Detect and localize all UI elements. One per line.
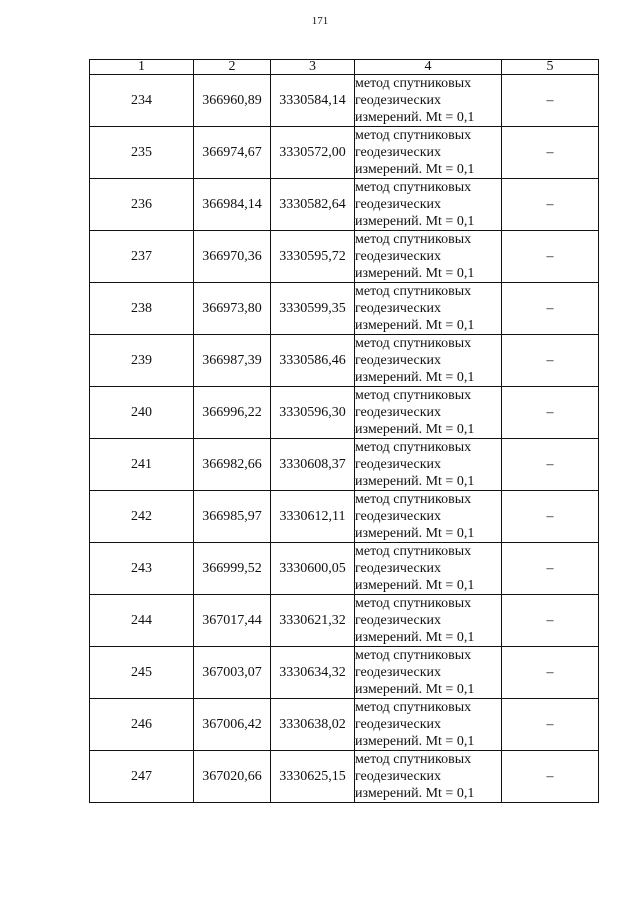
y-coordinate-cell: 3330621,32 — [271, 595, 355, 647]
y-coordinate-cell: 3330599,35 — [271, 283, 355, 335]
table-row — [90, 543, 599, 595]
point-number-cell: 247 — [90, 751, 194, 803]
method-cell — [355, 543, 502, 595]
method-line: геодезических — [355, 197, 442, 212]
column-header-4: 4 — [355, 60, 502, 75]
method-line: измерений. Mt = 0,1 — [355, 474, 475, 489]
method-line: измерений. Mt = 0,1 — [355, 266, 475, 281]
point-number-cell: 240 — [90, 387, 194, 439]
point-number-cell: 236 — [90, 179, 194, 231]
y-coordinate-cell: 3330584,14 — [271, 75, 355, 127]
y-coordinate-cell: 3330595,72 — [271, 231, 355, 283]
method-cell — [355, 387, 502, 439]
method-line: измерений. Mt = 0,1 — [355, 682, 475, 697]
column-header-3: 3 — [271, 60, 355, 75]
point-number-cell: 245 — [90, 647, 194, 699]
method-line: измерений. Mt = 0,1 — [355, 526, 475, 541]
method-line: геодезических — [355, 405, 442, 420]
coordinates-table — [89, 59, 599, 803]
method-line: метод спутниковых — [355, 232, 472, 247]
x-coordinate-cell: 366999,52 — [194, 543, 271, 595]
y-coordinate-cell: 3330572,00 — [271, 127, 355, 179]
column-header-1: 1 — [90, 60, 194, 75]
method-cell — [355, 179, 502, 231]
point-number-cell: 239 — [90, 335, 194, 387]
method-line: геодезических — [355, 717, 442, 732]
point-number-cell: 238 — [90, 283, 194, 335]
table-row — [90, 231, 599, 283]
x-coordinate-cell: 366974,67 — [194, 127, 271, 179]
point-number-cell: 243 — [90, 543, 194, 595]
note-cell: – — [502, 647, 599, 699]
point-number-cell: 234 — [90, 75, 194, 127]
x-coordinate-cell: 366985,97 — [194, 491, 271, 543]
method-line: измерений. Mt = 0,1 — [355, 734, 475, 749]
point-number-cell: 237 — [90, 231, 194, 283]
method-cell — [355, 751, 502, 803]
y-coordinate-cell: 3330600,05 — [271, 543, 355, 595]
table-row — [90, 283, 599, 335]
note-cell: – — [502, 231, 599, 283]
method-cell — [355, 127, 502, 179]
table-row — [90, 179, 599, 231]
method-line: измерений. Mt = 0,1 — [355, 162, 475, 177]
method-line: метод спутниковых — [355, 648, 472, 663]
y-coordinate-cell: 3330634,32 — [271, 647, 355, 699]
note-cell: – — [502, 335, 599, 387]
x-coordinate-cell: 366960,89 — [194, 75, 271, 127]
method-line: метод спутниковых — [355, 700, 472, 715]
method-line: геодезических — [355, 457, 442, 472]
table-row — [90, 751, 599, 803]
note-cell: – — [502, 491, 599, 543]
y-coordinate-cell: 3330608,37 — [271, 439, 355, 491]
table-row — [90, 335, 599, 387]
point-number-cell: 235 — [90, 127, 194, 179]
method-cell — [355, 335, 502, 387]
header-row — [90, 60, 599, 75]
method-line: геодезических — [355, 561, 442, 576]
method-line: измерений. Mt = 0,1 — [355, 630, 475, 645]
method-line: метод спутниковых — [355, 544, 472, 559]
point-number-cell: 244 — [90, 595, 194, 647]
note-cell: – — [502, 283, 599, 335]
note-cell: – — [502, 543, 599, 595]
method-line: измерений. Mt = 0,1 — [355, 422, 475, 437]
method-line: метод спутниковых — [355, 76, 472, 91]
note-cell: – — [502, 127, 599, 179]
point-number-cell: 241 — [90, 439, 194, 491]
x-coordinate-cell: 366984,14 — [194, 179, 271, 231]
note-cell: – — [502, 387, 599, 439]
note-cell: – — [502, 75, 599, 127]
column-header-5: 5 — [502, 60, 599, 75]
point-number-cell: 242 — [90, 491, 194, 543]
note-cell: – — [502, 439, 599, 491]
x-coordinate-cell: 367017,44 — [194, 595, 271, 647]
method-cell — [355, 231, 502, 283]
x-coordinate-cell: 366973,80 — [194, 283, 271, 335]
table-row — [90, 439, 599, 491]
method-line: измерений. Mt = 0,1 — [355, 214, 475, 229]
y-coordinate-cell: 3330582,64 — [271, 179, 355, 231]
note-cell: – — [502, 751, 599, 803]
page-number: 171 — [311, 15, 329, 27]
method-line: метод спутниковых — [355, 596, 472, 611]
x-coordinate-cell: 367006,42 — [194, 699, 271, 751]
y-coordinate-cell: 3330586,46 — [271, 335, 355, 387]
y-coordinate-cell: 3330625,15 — [271, 751, 355, 803]
method-cell — [355, 283, 502, 335]
method-cell — [355, 595, 502, 647]
method-line: измерений. Mt = 0,1 — [355, 318, 475, 333]
method-cell — [355, 491, 502, 543]
table-row — [90, 127, 599, 179]
column-header-2: 2 — [194, 60, 271, 75]
method-line: метод спутниковых — [355, 388, 472, 403]
x-coordinate-cell: 366987,39 — [194, 335, 271, 387]
note-cell: – — [502, 595, 599, 647]
table-row — [90, 647, 599, 699]
method-line: измерений. Mt = 0,1 — [355, 370, 475, 385]
method-line: метод спутниковых — [355, 336, 472, 351]
method-line: геодезических — [355, 301, 442, 316]
method-line: геодезических — [355, 353, 442, 368]
table-row — [90, 387, 599, 439]
method-line: метод спутниковых — [355, 492, 472, 507]
method-line: метод спутниковых — [355, 284, 472, 299]
method-cell — [355, 699, 502, 751]
method-cell — [355, 647, 502, 699]
method-cell — [355, 439, 502, 491]
method-line: геодезических — [355, 665, 442, 680]
x-coordinate-cell: 367020,66 — [194, 751, 271, 803]
method-line: геодезических — [355, 93, 442, 108]
method-line: геодезических — [355, 509, 442, 524]
x-coordinate-cell: 366996,22 — [194, 387, 271, 439]
method-line: измерений. Mt = 0,1 — [355, 786, 475, 801]
x-coordinate-cell: 367003,07 — [194, 647, 271, 699]
method-line: метод спутниковых — [355, 128, 472, 143]
y-coordinate-cell: 3330596,30 — [271, 387, 355, 439]
method-line: метод спутниковых — [355, 180, 472, 195]
method-line: измерений. Mt = 0,1 — [355, 578, 475, 593]
note-cell: – — [502, 699, 599, 751]
x-coordinate-cell: 366970,36 — [194, 231, 271, 283]
point-number-cell: 246 — [90, 699, 194, 751]
method-line: геодезических — [355, 613, 442, 628]
table-row — [90, 491, 599, 543]
method-line: метод спутниковых — [355, 440, 472, 455]
method-line: геодезических — [355, 145, 442, 160]
y-coordinate-cell: 3330612,11 — [271, 491, 355, 543]
y-coordinate-cell: 3330638,02 — [271, 699, 355, 751]
x-coordinate-cell: 366982,66 — [194, 439, 271, 491]
method-cell — [355, 75, 502, 127]
table-row — [90, 75, 599, 127]
method-line: метод спутниковых — [355, 752, 472, 767]
note-cell: – — [502, 179, 599, 231]
method-line: измерений. Mt = 0,1 — [355, 110, 475, 125]
table-row — [90, 595, 599, 647]
method-line: геодезических — [355, 769, 442, 784]
method-line: геодезических — [355, 249, 442, 264]
table-row — [90, 699, 599, 751]
table-body — [90, 75, 599, 803]
